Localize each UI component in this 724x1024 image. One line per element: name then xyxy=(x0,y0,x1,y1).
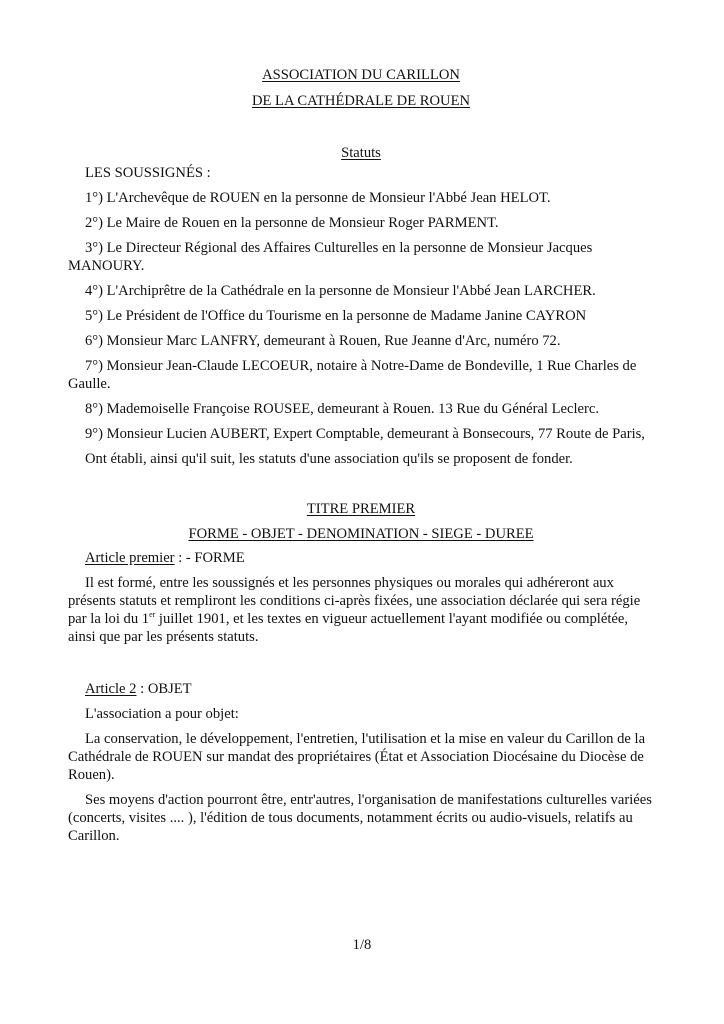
article-2-heading xyxy=(68,680,654,698)
document-page xyxy=(68,66,654,845)
page-number: 1/8 xyxy=(352,937,372,953)
signatory-9: 9°) Monsieur Lucien AUBERT, Expert Comptable, demeurant à Bonsecours, 77 Route de Paris, xyxy=(85,426,645,442)
article-2-label: Article 2 xyxy=(85,681,137,697)
signatory-2: 2°) Le Maire de Rouen en la personne de Monsieur Roger PARMENT. xyxy=(85,215,499,231)
document-title-line-1: ASSOCIATION DU CARILLON xyxy=(262,67,460,83)
signatory-4: 4°) L'Archiprêtre de la Cathédrale en la personne de Monsieur l'Abbé Jean LARCHER. xyxy=(85,283,596,299)
signatory-1: 1°) L'Archevêque de ROUEN en la personne de Monsieur l'Abbé Jean HELOT. xyxy=(85,190,551,206)
article-1-heading xyxy=(68,549,654,567)
superscript-er: er xyxy=(149,610,156,619)
signatory-8: 8°) Mademoiselle Françoise ROUSEE, demeurant à Rouen. 13 Rue du Général Leclerc. xyxy=(85,401,600,417)
titre-heading: TITRE PREMIER xyxy=(306,501,416,517)
signatory-6: 6°) Monsieur Marc LANFRY, demeurant à Rouen, Rue Jeanne d'Arc, numéro 72. xyxy=(85,333,561,349)
article-2-paragraph-2: La conservation, le développement, l'entretien, l'utilisation et la mise en valeur du Carillon de la Cathédrale de ROUEN sur mandat des propriétaires (État et Association Diocésaine du Diocèse de Rouen). xyxy=(68,731,646,783)
titre-subheading: FORME - OBJET - DENOMINATION - SIEGE - DUREE xyxy=(188,526,534,542)
article-1-text: Il est formé, entre les soussignés et les personnes physiques ou morales qui adhéreront aux présents statuts et rempliront les conditions ci-après fixées, une association déclarée qui sera régie par la loi du 1er juillet 1901, et les textes en vigueur actuellement l'ayant modifiée ou complétée, ainsi que par les présents statuts. xyxy=(68,575,641,645)
signatory-5: 5°) Le Président de l'Office du Tourisme en la personne de Madame Janine CAYRON xyxy=(85,308,587,324)
article-2-title: : OBJET xyxy=(136,681,192,697)
document-title-line-2: DE LA CATHÉDRALE DE ROUEN xyxy=(251,93,471,109)
signatory-3: 3°) Le Directeur Régional des Affaires Culturelles en la personne de Monsieur Jacques MANOURY. xyxy=(68,240,593,274)
signatory-7: 7°) Monsieur Jean-Claude LECOEUR, notaire à Notre-Dame de Bondeville, 1 Rue Charles de Gaulle. xyxy=(68,358,637,392)
article-2-paragraph-3: Ses moyens d'action pourront être, entr'autres, l'organisation de manifestations culturelles variées (concerts, visites .... ), l'édition de tous documents, notamment écrits ou audio-visuels, relatifs au Carillon. xyxy=(68,792,652,844)
article-1-title: : - FORME xyxy=(174,550,245,566)
article-1-label: Article premier xyxy=(85,550,175,566)
document-subtitle: Statuts xyxy=(341,145,381,161)
intro-closing: Ont établi, ainsi qu'il suit, les statuts d'une association qu'ils se proposent de fonder. xyxy=(85,451,573,467)
signatories-heading: LES SOUSSIGNÉS : xyxy=(85,165,211,181)
article-2-paragraph-1: L'association a pour objet: xyxy=(85,706,239,722)
